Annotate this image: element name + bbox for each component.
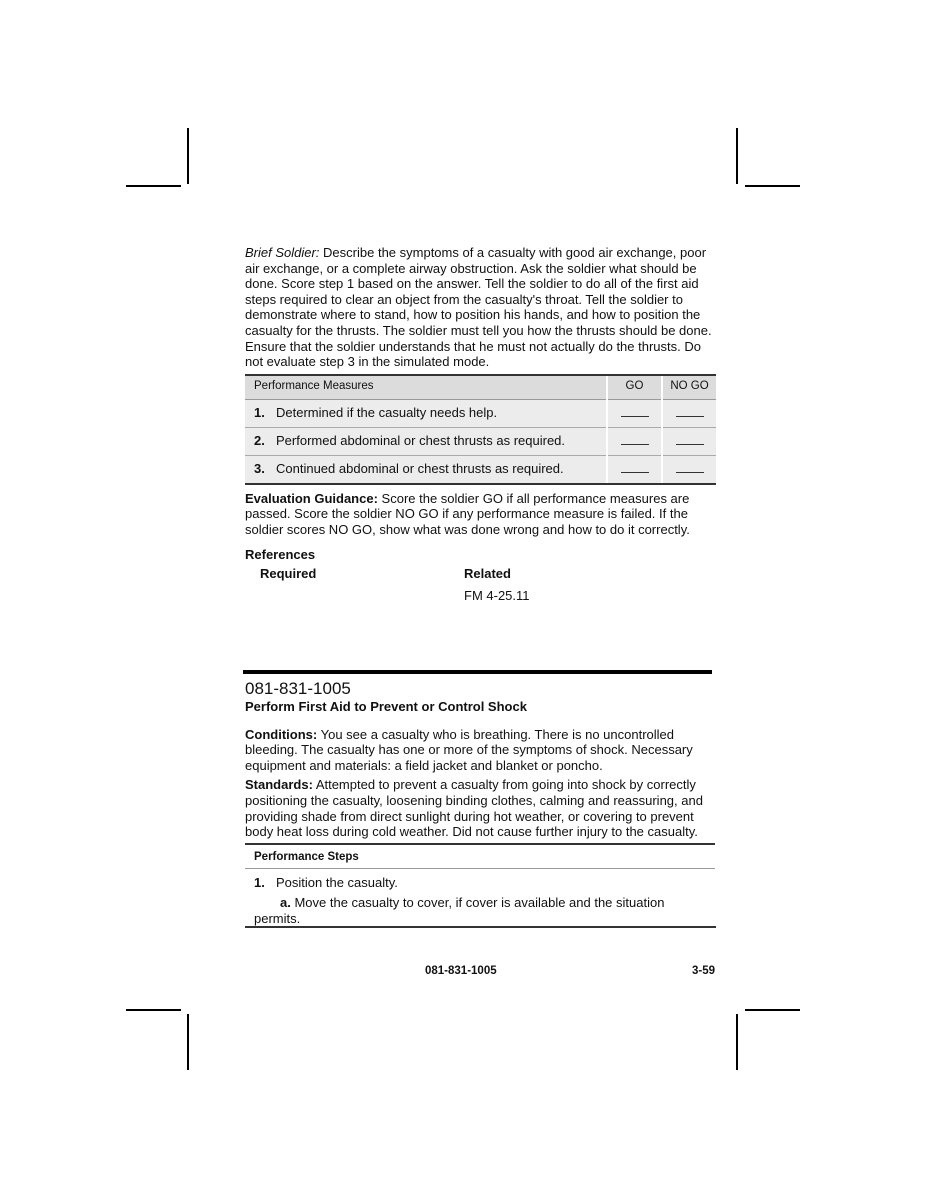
section-divider	[243, 670, 712, 674]
measure-cell	[245, 427, 607, 455]
related-reference-item: FM 4-25.11	[464, 587, 530, 603]
required-heading: Required	[260, 566, 317, 582]
references-columns	[245, 566, 715, 582]
references-section	[245, 547, 715, 604]
nogo-header: NO GO	[662, 375, 716, 400]
go-header: GO	[607, 375, 662, 400]
nogo-blank	[662, 455, 716, 484]
related-heading: Related	[464, 566, 511, 582]
table-row	[245, 399, 716, 427]
standards-paragraph	[245, 777, 715, 839]
measure-number: 3.	[254, 461, 265, 477]
blank-line	[621, 472, 649, 473]
step-1	[245, 875, 715, 891]
evaluation-guidance-paragraph	[245, 491, 715, 538]
crop-mark-bottom-right-vertical	[736, 1014, 738, 1070]
table-row	[245, 455, 716, 484]
crop-mark-bottom-left-vertical	[187, 1014, 189, 1070]
go-blank	[607, 399, 662, 427]
conditions-text: You see a casualty who is breathing. There is no uncontrolled bleeding. The casualty has one or more of the symptoms of shock. Necessary equipment and materials: a field jacket and blanket or poncho.	[245, 726, 693, 773]
measure-text: Continued abdominal or chest thrusts as required.	[276, 461, 564, 477]
measure-text: Performed abdominal or chest thrusts as required.	[276, 433, 566, 449]
crop-mark-bottom-right-horizontal	[745, 1009, 800, 1011]
performance-measures-header-row	[245, 375, 716, 400]
blank-line	[621, 444, 649, 445]
crop-mark-top-left-vertical	[187, 128, 189, 184]
crop-mark-top-right-horizontal	[745, 185, 800, 187]
performance-steps-header: Performance Steps	[245, 843, 715, 870]
conditions-paragraph	[245, 727, 715, 774]
measure-text: Determined if the casualty needs help.	[276, 405, 498, 421]
task-section	[245, 679, 715, 928]
brief-soldier-text: Describe the symptoms of a casualty with good air exchange, poor air exchange, or a complete airway obstruction. Ask the soldier what should be done. Score step 1 based on the answer. Tell the soldier to do all of the first aid steps required to clear an object from the casualty's throat. Tell the soldier to demonstrate where to stand, how to position his hands, and how to position the casualty for the thrusts. The soldier must tell you how the thrusts should be done. Ensure that the soldier understands that he must not actually do the thrusts. Do not evaluate step 3 in the simulated mode.	[245, 245, 712, 370]
step-1a	[245, 895, 715, 911]
step-1a-label: a.	[280, 894, 291, 910]
standards-text: Attempted to prevent a casualty from going into shock by correctly positioning the casualty, loosening binding clothes, calming and reassuring, and providing shade from direct sunlight during hot weather, or covering to prevent body heat loss during cold weather. Did not cause further injury to the casualty.	[245, 777, 703, 840]
steps-bottom-rule	[245, 926, 716, 928]
evaluation-guidance-label: Evaluation Guidance:	[245, 490, 378, 506]
nogo-blank	[662, 427, 716, 455]
footer-task-number: 081-831-1005	[425, 965, 497, 977]
go-blank	[607, 427, 662, 455]
measure-number: 1.	[254, 405, 265, 421]
task-number: 081-831-1005	[245, 679, 351, 698]
task-title: Perform First Aid to Prevent or Control Shock	[245, 699, 527, 714]
measure-number: 2.	[254, 433, 265, 449]
step-1a-continuation: permits.	[254, 910, 301, 926]
standards-label: Standards:	[245, 777, 313, 793]
performance-measures-table	[245, 374, 716, 485]
performance-measures-header: Performance Measures	[245, 375, 607, 400]
go-blank	[607, 455, 662, 484]
references-title: References	[245, 546, 316, 562]
upper-content	[245, 245, 715, 603]
blank-line	[676, 472, 704, 473]
blank-line	[676, 444, 704, 445]
page-number: 3-59	[691, 965, 715, 977]
step-1-number: 1.	[254, 875, 265, 891]
measure-cell	[245, 399, 607, 427]
blank-line	[621, 416, 649, 417]
step-1a-text: Move the casualty to cover, if cover is available and the situation	[294, 894, 665, 910]
crop-mark-top-right-vertical	[736, 128, 738, 184]
table-row	[245, 427, 716, 455]
crop-mark-top-left-horizontal	[126, 185, 181, 187]
nogo-blank	[662, 399, 716, 427]
brief-soldier-label: Brief Soldier:	[245, 245, 320, 260]
blank-line	[676, 416, 704, 417]
step-1-text: Position the casualty.	[276, 875, 398, 891]
crop-mark-bottom-left-horizontal	[126, 1009, 181, 1011]
brief-soldier-paragraph	[245, 245, 715, 370]
measure-cell	[245, 455, 607, 484]
conditions-label: Conditions:	[245, 726, 318, 742]
evaluation-guidance-text: Score the soldier GO if all performance measures are passed. Score the soldier NO GO if any performance measure is failed. If the soldier scores NO GO, show what was done wrong and how to do it correctly.	[245, 490, 690, 537]
